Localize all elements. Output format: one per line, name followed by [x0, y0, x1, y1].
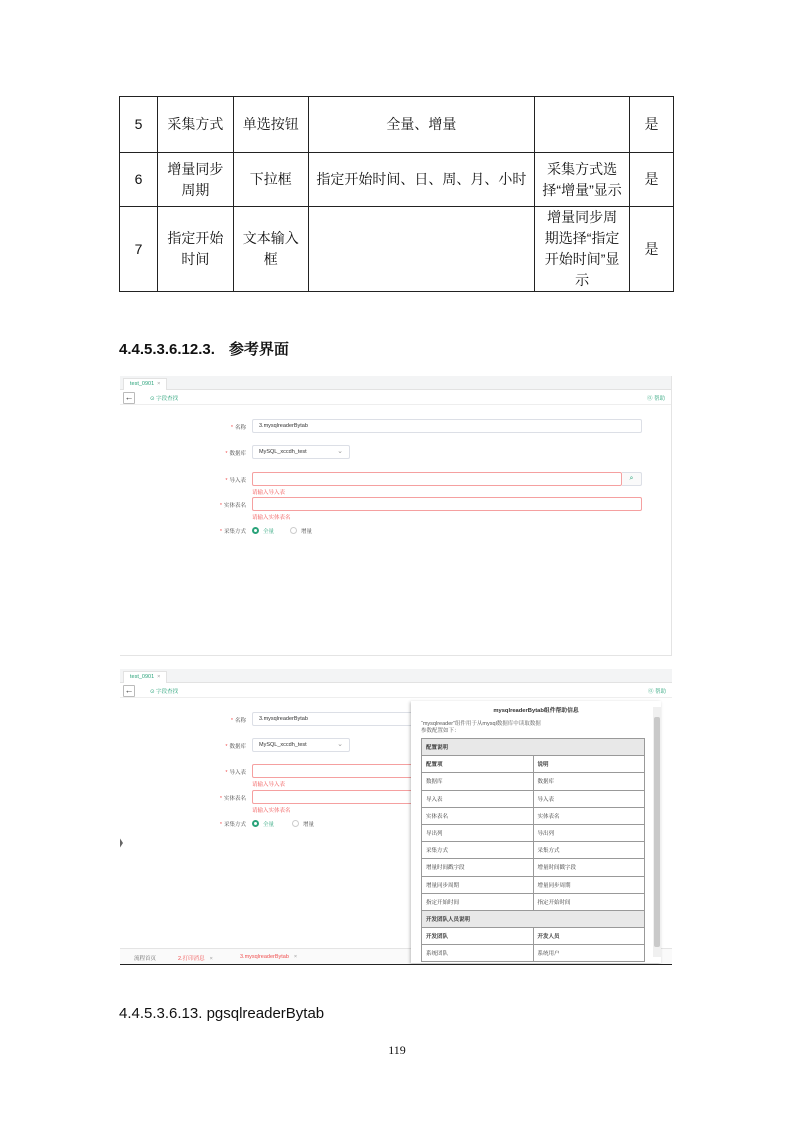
database-select[interactable]: MySQL_xccdh_test ⌄	[252, 445, 350, 459]
required: 是	[630, 97, 674, 153]
chevron-down-icon: ⌄	[337, 448, 343, 455]
database-label: * 数据库	[225, 744, 246, 750]
toolbar	[120, 684, 672, 698]
name-label: * 名称	[230, 425, 246, 431]
table-row: 增量时间戳字段 增量时间戳字段	[422, 859, 645, 876]
control-type: 文本输入 框	[233, 207, 308, 292]
options: 全量、增量	[308, 97, 535, 153]
import-table-input[interactable]	[252, 472, 622, 486]
tab-test-0901[interactable]	[123, 671, 167, 683]
radio-full[interactable]: 全量	[252, 527, 274, 535]
options	[308, 207, 535, 292]
section-heading	[119, 338, 289, 359]
entity-table-error: 请输入实体表名	[252, 515, 291, 521]
row-number: 7	[120, 207, 158, 292]
row-number: 6	[120, 153, 158, 207]
help-config-table	[421, 738, 645, 962]
table-row: 实体表名 实体表名	[422, 807, 645, 824]
import-table-label: * 导入表	[225, 770, 246, 776]
table-row: 导入表 导入表	[422, 790, 645, 807]
radio-incremental[interactable]: 增量	[290, 527, 312, 535]
close-icon[interactable]: ×	[157, 674, 161, 680]
field-name: 增量同步 周期	[157, 153, 233, 207]
name-label: * 名称	[230, 718, 246, 724]
team-section-heading: 开发团队人员说明	[422, 910, 645, 927]
help-panel-title: mysqlreaderBytab组件帮助信息	[493, 708, 579, 714]
help-panel-description: “mysqlreader”组件用于从mysql数据库中读取数据 参数配置如下：	[421, 721, 541, 734]
collect-mode-label: * 采集方式	[219, 529, 246, 535]
entity-table-input[interactable]	[252, 497, 642, 511]
field-name: 指定开始 时间	[157, 207, 233, 292]
column-header: 说明	[533, 756, 645, 773]
chevron-down-icon: ⌄	[337, 741, 343, 748]
tab-mysqlreader[interactable]: 3.mysqlreaderBytab ×	[240, 954, 298, 960]
control-type: 单选按钮	[233, 97, 308, 153]
tab-label: test_0901	[130, 381, 155, 387]
config-section-heading: 配置说明	[422, 739, 645, 756]
condition	[535, 97, 630, 153]
entity-table-error: 请输入实体表名	[252, 808, 291, 814]
options: 指定开始时间、日、周、月、小时	[308, 153, 535, 207]
entity-table-label: * 实体表名	[219, 796, 246, 802]
import-table-error: 请输入导入表	[252, 490, 286, 496]
table-row: 系统团队 系统用户	[422, 945, 645, 962]
table-row: 增量同步周期 增量同步周期	[422, 876, 645, 893]
close-icon[interactable]: ×	[157, 381, 161, 387]
control-type: 下拉框	[233, 153, 308, 207]
scrollbar-thumb[interactable]	[654, 717, 660, 947]
required: 是	[630, 153, 674, 207]
table-row: 数据库 数据库	[422, 773, 645, 790]
name-input[interactable]: 3.mysqlreaderBytab	[252, 419, 642, 433]
required: 是	[630, 207, 674, 292]
close-icon: ×	[293, 954, 298, 960]
page-number: 119	[388, 1043, 406, 1057]
condition: 采集方式选 择“增量”显示	[535, 153, 630, 207]
tab-label: test_0901	[130, 674, 155, 680]
database-label: * 数据库	[225, 451, 246, 457]
next-section-heading: 4.4.5.3.6.13. pgsqlreaderBytab	[119, 1005, 325, 1022]
table-row	[120, 207, 674, 292]
row-number: 5	[120, 97, 158, 153]
reference-screenshot-2	[120, 669, 672, 965]
section-number: 4.4.5.3.6.12.3.	[119, 341, 215, 358]
scrollbar[interactable]	[653, 707, 661, 957]
table-row: 指定开始时间 指定开始时间	[422, 893, 645, 910]
database-select[interactable]: MySQL_xccdh_test ⌄	[252, 738, 350, 752]
close-icon: ×	[209, 956, 213, 962]
entity-table-label: * 实体表名	[219, 503, 246, 509]
table-row: 开发团队 开发人员	[422, 928, 645, 945]
tab-print-message[interactable]: 2.打印消息 ×	[178, 956, 213, 962]
back-arrow-icon[interactable]: ←	[124, 685, 134, 695]
tab-flow-home[interactable]: 流程首页	[134, 956, 157, 962]
section-title: 参考界面	[228, 341, 289, 358]
help-link[interactable]: ⓪ 帮助	[647, 689, 666, 695]
import-table-label: * 导入表	[225, 478, 246, 484]
requirement-table	[119, 96, 674, 292]
toolbar	[120, 391, 671, 405]
help-panel	[411, 701, 661, 963]
radio-full[interactable]: 全量	[252, 820, 274, 828]
reference-screenshot-1	[120, 376, 672, 656]
tab-bar	[120, 669, 672, 683]
import-table-input[interactable]	[252, 764, 422, 778]
column-header: 配置项	[422, 756, 534, 773]
table-row	[120, 153, 674, 207]
search-icon[interactable]: ⌕	[622, 472, 642, 486]
field-search-link[interactable]: ⊙ 字段查找	[150, 689, 179, 695]
expand-caret-icon[interactable]	[120, 837, 123, 849]
tab-bar	[120, 376, 671, 390]
back-arrow-icon[interactable]: ←	[124, 392, 134, 402]
entity-table-input[interactable]	[252, 790, 422, 804]
table-row	[120, 97, 674, 153]
collect-mode-label: * 采集方式	[219, 822, 246, 828]
tab-test-0901[interactable]	[123, 378, 167, 390]
field-search-link[interactable]: ⊙ 字段查找	[150, 396, 179, 402]
radio-incremental[interactable]: 增量	[292, 820, 314, 828]
help-link[interactable]: ⓪ 帮助	[646, 396, 665, 402]
table-row: 导出列 导出列	[422, 824, 645, 841]
table-row: 采集方式 采集方式	[422, 842, 645, 859]
name-input[interactable]: 3.mysqlreaderBytab	[252, 712, 422, 726]
condition: 增量同步周 期选择“指定 开始时间”显 示	[535, 207, 630, 292]
field-name: 采集方式	[157, 97, 233, 153]
import-table-error: 请输入导入表	[252, 782, 286, 788]
